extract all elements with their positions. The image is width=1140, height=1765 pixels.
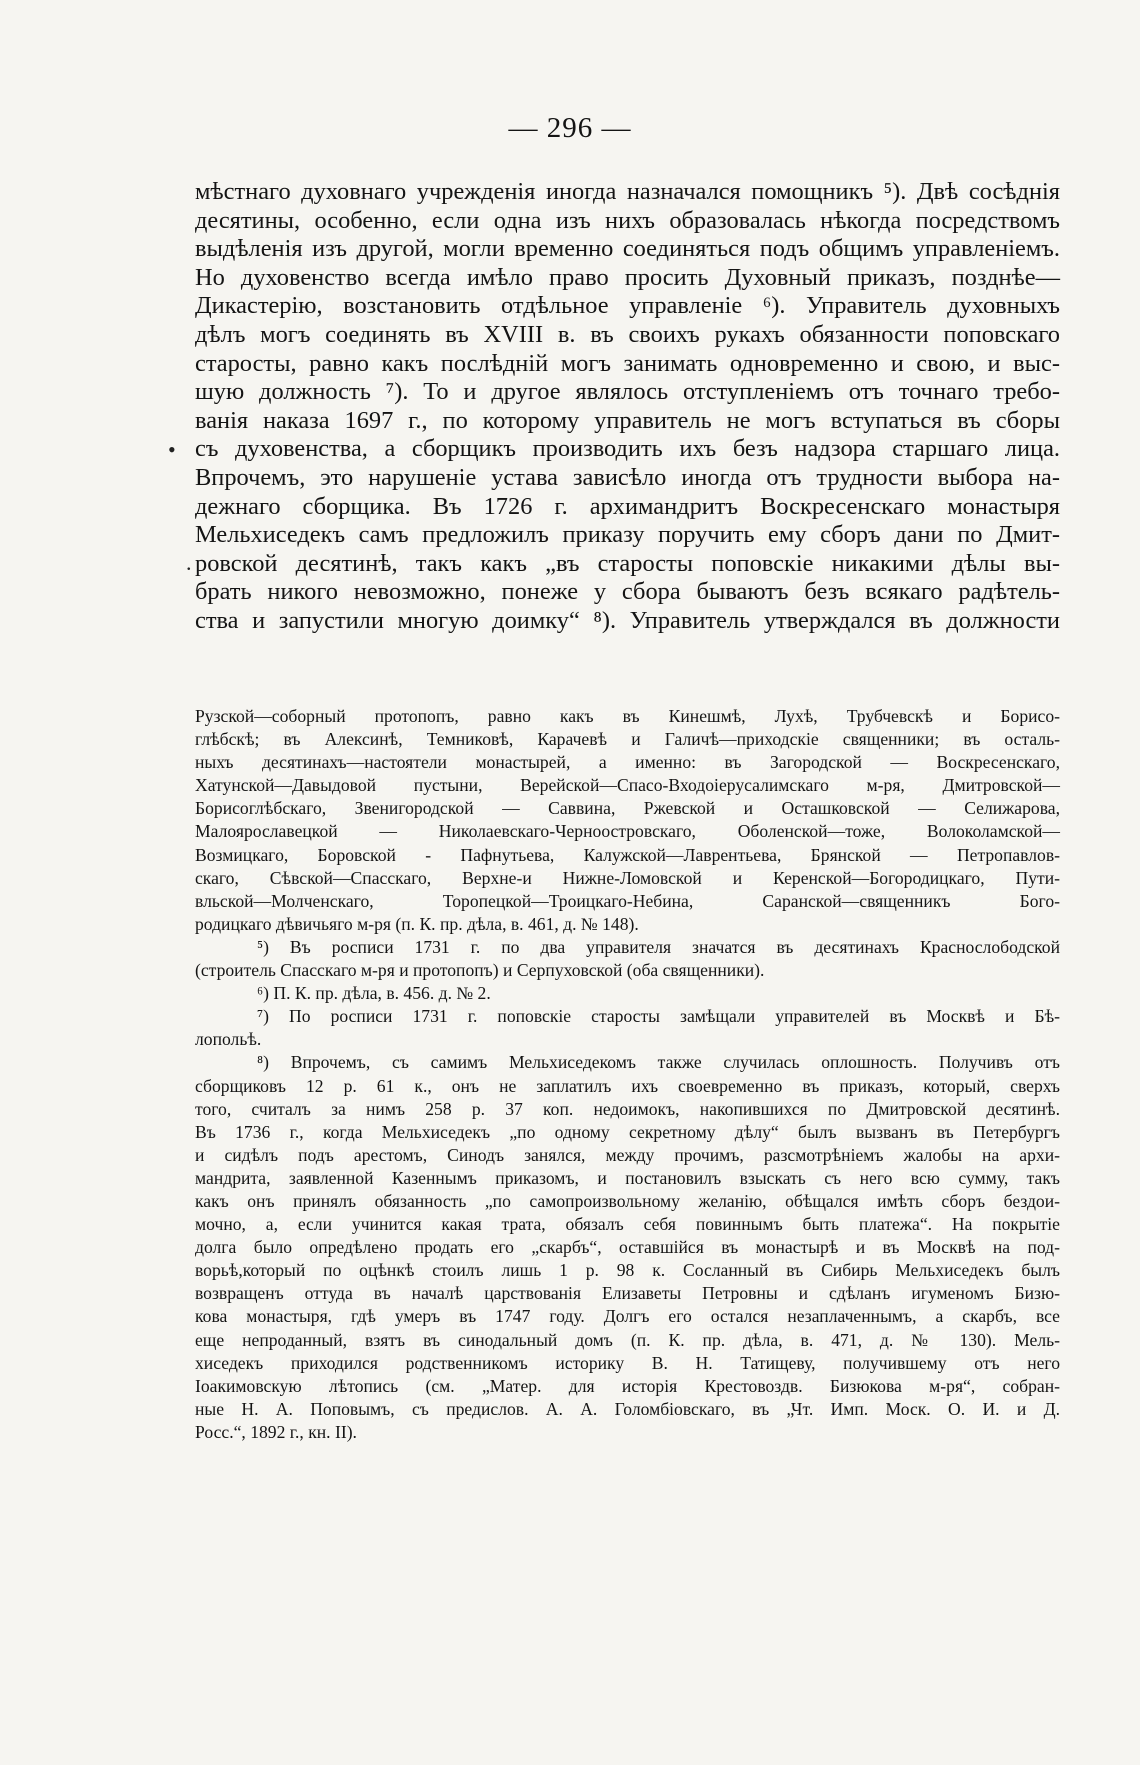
footnote-6-line: ⁶) П. К. пр. дѣла, в. 456. д. № 2. <box>257 983 491 1004</box>
footnote-8-line: какъ онъ принялъ обязанность „по самопроизвольному желанію, обѣщался имѣть сборъ бездои- <box>195 1190 1060 1211</box>
footnote-8-line: мочно, а, если учинится какая трата, обязалъ себя повиннымъ быть платежа“. На покрытіе <box>195 1214 1060 1235</box>
footnote-7-line: ⁷) По росписи 1731 г. поповскіе старосты замѣщали управителей въ Москвѣ и Бѣ- <box>257 1006 1060 1027</box>
footnote-line: скаго, Сѣвской—Спасскаго, Верхне-и Нижне-Ломовской и Керенской—Богородицкаго, Пути- <box>195 867 1060 888</box>
footnote-5-line: ⁵) Въ росписи 1731 г. по два управителя значатся въ десятинахъ Краснослободской <box>257 936 1060 957</box>
footnote-8-line: мандрита, заявленной Казеннымъ приказомъ, и постановилъ взыскать съ него всю сумму, такъ <box>195 1167 1060 1188</box>
footnote-line: Рузской—соборный протопопъ, равно какъ въ Кинешмѣ, Лухѣ, Трубчевскѣ и Борисо- <box>195 706 1060 726</box>
footnote-line: глѣбскѣ; въ Алексинѣ, Темниковѣ, Карачевѣ и Галичѣ—приходскіе священники; въ осталь- <box>195 729 1060 750</box>
text-line: выдѣленія изъ другой, могли временно соединяться подъ общимъ управленіемъ. <box>195 235 1060 263</box>
footnote-8-line: сборщиковъ 12 р. 61 к., онъ не заплатилъ ихъ своевременно въ приказъ, который, сверхъ <box>195 1075 1060 1096</box>
footnote-line: Борисоглѣбскаго, Звенигородской — Саввина, Ржевской и Осташковской — Селижарова, <box>195 798 1060 819</box>
text-line: мѣстнаго духовнаго учрежденія иногда назначался помощникъ ⁵). Двѣ сосѣднія <box>195 178 1060 205</box>
text-line: Впрочемъ, это нарушеніе устава зависѣло иногда отъ трудности выбора на- <box>195 463 1060 491</box>
footnote-8-line: и сидѣлъ подъ арестомъ, Синодъ занялся, между прочимъ, разсмотрѣніемъ жалобы на архи- <box>195 1144 1060 1165</box>
text-line: Но духовенство всегда имѣло право просить Духовный приказъ, позднѣе— <box>195 263 1060 291</box>
text-line: Мельхиседекъ самъ предложилъ приказу поручить ему сборъ дани по Дмит- <box>195 521 1060 549</box>
text-line: шую должность ⁷). То и другое являлось отступленіемъ отъ точнаго требо- <box>195 378 1060 406</box>
footnote-line: Возмицкаго, Боровской - Пафнутьева, Калужской—Лаврентьева, Брянской — Петропавлов- <box>195 844 1060 865</box>
text-line: съ духовенства, а сборщикъ производить ихъ безъ надзора старшаго лица. <box>195 435 1060 463</box>
main-text <box>195 178 1060 636</box>
footnote-line: вльской—Молченскаго, Торопецкой—Троицкаго-Небина, Саранской—священникъ Бого- <box>195 890 1060 911</box>
footnote-line: ныхъ десятинахъ—настоятели монастырей, а именно: въ Загородской — Воскресенскаго, <box>195 752 1060 773</box>
footnote-5-line: (строитель Спасскаго м-ря и протопопъ) и Серпуховской (оба священники). <box>195 960 765 981</box>
footnote-8-line: ные Н. А. Поповымъ, съ предислов. А. А. Голомбіовскаго, въ „Чт. Имп. Моск. О. И. и Д. <box>195 1398 1060 1419</box>
text-line: ства и запустили многую доимку“ ⁸). Управитель утверждался въ должности <box>195 606 1060 634</box>
footnote-8-line: Іоакимовскую лѣтопись (см. „Матер. для исторія Крестовоздв. Бизюкова м-ря“, собран- <box>195 1375 1060 1396</box>
page-number: — 296 — <box>508 112 632 144</box>
text-line: Дикастерію, возстановить отдѣльное управленіе ⁶). Управитель духовныхъ <box>195 292 1060 320</box>
footnote-8-line: ворьѣ,который по оцѣнкѣ стоилъ лишь 1 р. 98 к. Сосланный въ Сибирь Мельхиседекъ былъ <box>195 1260 1060 1281</box>
footnote-8-line: хиседекъ приходился родственникомъ историку В. Н. Татищеву, получившему отъ него <box>195 1352 1060 1373</box>
footnote-8-line: Росс.“, 1892 г., кн. II). <box>195 1421 357 1442</box>
footnote-line: Малоярославецкой — Николаевскаго-Черноостровскаго, Оболенской—тоже, Волоколамской— <box>195 821 1060 842</box>
footnote-line: родицкаго дѣвичьяго м-ря (п. К. пр. дѣла, в. 461, д. № 148). <box>195 913 639 934</box>
text-line: старосты, равно какъ послѣдній могъ занимать одновременно и свою, и выс- <box>195 349 1060 377</box>
footnote-8-line: долга было опредѣлено продать его „скарбъ“, оставшійся въ монастырѣ и въ Москвѣ на под- <box>195 1237 1060 1258</box>
footnote-8-line: ⁸) Впрочемъ, съ самимъ Мельхиседекомъ также случилась оплошность. Получивъ отъ <box>257 1052 1060 1073</box>
text-line: ровской десятинѣ, такъ какъ „въ старосты поповскіе никакими дѣлы вы- <box>195 549 1060 577</box>
margin-mark: . <box>186 550 192 575</box>
footnote-8-line: Въ 1736 г., когда Мельхиседекъ „по одному секретному дѣлу“ былъ вызванъ въ Петербургъ <box>195 1121 1060 1142</box>
footnote-7-line: лопольѣ. <box>195 1029 262 1050</box>
text-line: брать никого невозможно, понеже у сбора бываютъ безъ всякаго радѣтель- <box>195 578 1060 606</box>
margin-mark: • <box>168 437 176 462</box>
footnote-8-line: кова монастыря, гдѣ умеръ въ 1747 году. Долгъ его остался незаплаченнымъ, а скарбъ, все <box>195 1306 1060 1327</box>
text-line: десятины, особенно, если одна изъ нихъ образовалась нѣкогда посредствомъ <box>195 206 1060 234</box>
footnote-line: Хатунской—Давыдовой пустыни, Верейской—Спасо-Входоіерусалимскаго м-ря, Дмитровской— <box>195 775 1060 796</box>
footnotes <box>195 705 1060 1444</box>
footnote-8-line: возвращенъ оттуда въ началѣ царствованія Елизаветы Петровны и сдѣланъ игуменомъ Бизю- <box>195 1283 1060 1304</box>
text-line: ванія наказа 1697 г., по которому управитель не могъ вступаться въ сборы <box>195 406 1060 434</box>
text-line: дѣлъ могъ соединять въ XVIII в. въ своихъ рукахъ обязанности поповскаго <box>195 320 1060 348</box>
footnote-8-line: еще непроданный, взятъ въ синодальный домъ (п. К. пр. дѣла, в. 471, д. № 130). Мель- <box>195 1329 1060 1350</box>
text-line: дежнаго сборщика. Въ 1726 г. архимандритъ Воскресенскаго монастыря <box>195 492 1060 520</box>
footnote-8-line: того, считалъ за нимъ 258 р. 37 коп. недоимокъ, накопившихся по Дмитровской десятинѣ. <box>195 1098 1060 1119</box>
